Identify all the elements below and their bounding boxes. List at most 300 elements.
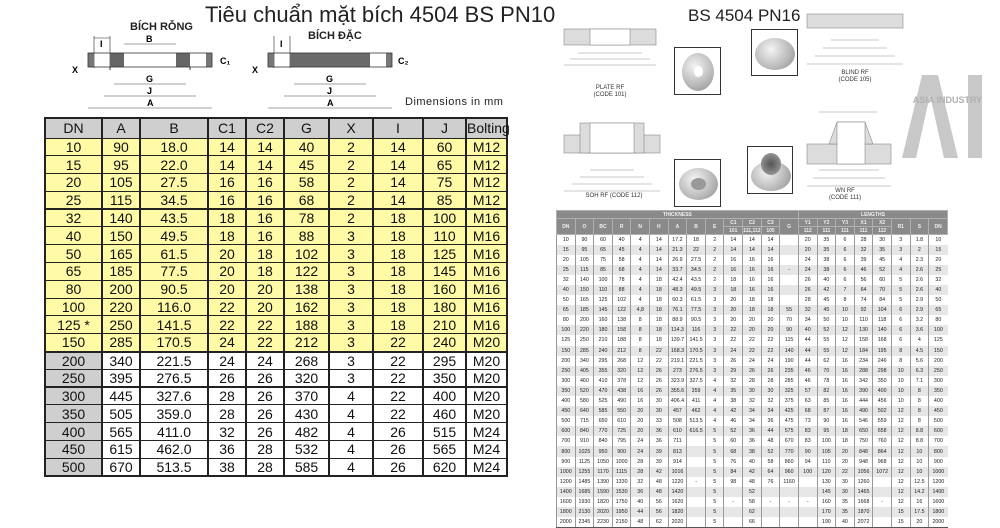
- table-cell: 250: [45, 369, 102, 387]
- table-cell: 22: [208, 298, 246, 316]
- table-cell: 10: [557, 235, 576, 245]
- table-cell: 18: [743, 295, 762, 305]
- table-cell: 65: [929, 305, 948, 315]
- table-cell: 1200: [557, 477, 576, 487]
- blind-rf-drawing: [805, 10, 910, 70]
- table-cell: 18: [650, 305, 669, 315]
- table-cell: 6: [836, 235, 855, 245]
- table-cell: 36: [631, 487, 650, 497]
- table-cell: 2: [705, 255, 724, 265]
- table-cell: M24: [466, 441, 507, 459]
- table-cell: 12: [891, 467, 910, 477]
- table-cell: 46: [724, 416, 743, 426]
- table-cell: 546: [854, 416, 873, 426]
- table-cell: 26: [373, 458, 423, 476]
- table-cell: 10: [45, 138, 102, 156]
- table-cell: 16: [836, 356, 855, 366]
- table-cell: 16: [836, 386, 855, 396]
- table-cell: 35: [836, 497, 855, 507]
- table-cell: 565: [102, 423, 140, 441]
- table-cell: 715: [575, 416, 594, 426]
- table-cell: 444: [854, 396, 873, 406]
- wn-rf-label: WN RF (CODE 111): [828, 188, 862, 201]
- table-cell: 462: [687, 406, 706, 416]
- table-cell: 49.5: [140, 227, 208, 245]
- table-cell: 1400: [929, 487, 948, 497]
- table-cell: 100: [45, 298, 102, 316]
- table-cell: 860: [780, 457, 799, 467]
- table-cell: 76: [761, 477, 780, 487]
- table-cell: 10: [836, 305, 855, 315]
- table-cell: [780, 517, 799, 527]
- table-cell: 50: [817, 315, 836, 325]
- table-cell: 525: [594, 396, 613, 406]
- table-cell: 575: [780, 426, 799, 436]
- table-cell: 1820: [594, 497, 613, 507]
- table-cell: 14: [743, 245, 762, 255]
- table-cell: 145: [817, 487, 836, 497]
- table-cell: 490: [612, 396, 631, 406]
- table-cell: 188: [284, 316, 329, 334]
- table-cell: 184: [854, 346, 873, 356]
- table-cell: 200: [575, 315, 594, 325]
- table-cell: 22: [650, 346, 669, 356]
- table-cell: 83: [798, 436, 817, 446]
- soh-rf-diagram: [560, 115, 690, 205]
- table-row: [557, 265, 948, 275]
- table-cell: 14: [650, 265, 669, 275]
- table-cell: 14: [761, 235, 780, 245]
- table-cell: 170.5: [140, 334, 208, 352]
- table-cell: 2150: [612, 517, 631, 527]
- column-header-i: I: [373, 118, 423, 138]
- table-cell: 20: [208, 263, 246, 281]
- table-cell: 32: [761, 396, 780, 406]
- table-cell: 110: [817, 457, 836, 467]
- table-row: [45, 423, 507, 441]
- table-cell: 90: [798, 446, 817, 456]
- table-cell: 100: [557, 325, 576, 335]
- table-cell: 26: [650, 366, 669, 376]
- table-cell: 210: [594, 335, 613, 345]
- table-cell: 185: [575, 305, 594, 315]
- table-cell: 80: [929, 315, 948, 325]
- table-cell: 150: [929, 346, 948, 356]
- table-cell: 770: [780, 446, 799, 456]
- table-cell: 140: [575, 275, 594, 285]
- table-cell: 1465: [854, 487, 873, 497]
- table-cell: 4: [329, 441, 373, 459]
- table-cell: 21.3: [668, 245, 687, 255]
- units-note: Dimensions in mm: [405, 96, 504, 108]
- table-cell: 45: [817, 305, 836, 315]
- table-cell: 139.7: [668, 335, 687, 345]
- table-cell: 1820: [668, 507, 687, 517]
- table-cell: 45: [612, 245, 631, 255]
- table-cell: 268: [284, 352, 329, 370]
- table-cell: 240: [594, 346, 613, 356]
- table-cell: 60: [594, 235, 613, 245]
- svg-text:J: J: [327, 86, 333, 96]
- table-row: [557, 255, 948, 265]
- table-cell: 513.5: [140, 458, 208, 476]
- table-cell: 532: [284, 441, 329, 459]
- table-cell: 24: [208, 334, 246, 352]
- table-cell: 1025: [575, 446, 594, 456]
- column-subheader-y3: 111: [836, 227, 855, 235]
- table-cell: 16: [743, 255, 762, 265]
- table-cell: 24: [631, 436, 650, 446]
- table-cell: 900: [929, 457, 948, 467]
- table-cell: 650: [854, 426, 873, 436]
- table-cell: 350: [929, 386, 948, 396]
- right-page-title: BS 4504 PN16: [688, 6, 801, 25]
- table-cell: 32: [798, 305, 817, 315]
- table-cell: 32: [854, 245, 873, 255]
- table-cell: 8: [910, 406, 929, 416]
- table-cell: 14: [208, 138, 246, 156]
- table-cell: 18: [650, 325, 669, 335]
- table-cell: 15: [929, 245, 948, 255]
- table-row: [557, 396, 948, 406]
- table-cell: [873, 477, 892, 487]
- table-cell: 411.0: [140, 423, 208, 441]
- table-cell: 5: [891, 295, 910, 305]
- table-cell: 33.7: [668, 265, 687, 275]
- table-cell: 340: [575, 356, 594, 366]
- table-cell: 42.4: [668, 275, 687, 285]
- table-cell: 92: [854, 305, 873, 315]
- table-cell: 20: [798, 235, 817, 245]
- table-cell: 425: [780, 406, 799, 416]
- table-cell: 16: [761, 265, 780, 275]
- table-cell: 44: [798, 335, 817, 345]
- table-cell: 5: [705, 467, 724, 477]
- table-cell: 150: [45, 334, 102, 352]
- table-cell: 12: [631, 366, 650, 376]
- table-row: [557, 285, 948, 295]
- table-cell: 12: [891, 477, 910, 487]
- column-header-e: E: [705, 219, 724, 235]
- table-cell: 48: [650, 477, 669, 487]
- table-cell: 4: [910, 335, 929, 345]
- table-cell: 864: [873, 446, 892, 456]
- thickness-group-header: THICKNESS: [557, 211, 799, 219]
- table-cell: 462.0: [140, 441, 208, 459]
- table-cell: M16: [466, 280, 507, 298]
- table-cell: 8.8: [910, 426, 929, 436]
- table-cell: 3: [705, 295, 724, 305]
- table-cell: 40: [631, 497, 650, 507]
- table-cell: 16: [743, 265, 762, 275]
- table-cell: 2: [329, 156, 373, 174]
- table-cell: 65: [594, 245, 613, 255]
- column-header-c3: C3: [761, 219, 780, 227]
- table-cell: 16: [836, 376, 855, 386]
- column-subheader-y1: 112: [798, 227, 817, 235]
- table-cell: 711: [668, 436, 687, 446]
- table-cell: 40: [798, 325, 817, 335]
- table-cell: 74: [854, 295, 873, 305]
- table-row: [557, 477, 948, 487]
- table-cell: 10: [910, 457, 929, 467]
- table-cell: 60: [873, 275, 892, 285]
- table-cell: 45: [284, 156, 329, 174]
- table-cell: 18: [373, 263, 423, 281]
- table-cell: 26: [208, 369, 246, 387]
- table-cell: 450: [557, 406, 576, 416]
- table-cell: 268: [612, 356, 631, 366]
- table-cell: 20: [761, 315, 780, 325]
- table-cell: 220: [102, 298, 140, 316]
- column-header-y2: Y2: [817, 219, 836, 227]
- table-cell: 813: [668, 446, 687, 456]
- table-cell: [780, 275, 799, 285]
- table-cell: 20: [208, 245, 246, 263]
- table-cell: 8: [631, 315, 650, 325]
- table-cell: 44: [631, 507, 650, 517]
- table-cell: 2.6: [910, 275, 929, 285]
- table-cell: 1930: [575, 497, 594, 507]
- table-cell: M16: [466, 209, 507, 227]
- table-cell: 456: [873, 396, 892, 406]
- table-cell: 36: [743, 436, 762, 446]
- table-cell: 18: [724, 285, 743, 295]
- table-cell: 6: [891, 315, 910, 325]
- table-cell: 12: [891, 446, 910, 456]
- table-cell: 800: [929, 446, 948, 456]
- table-cell: 40: [612, 235, 631, 245]
- table-row: [45, 298, 507, 316]
- table-cell: 4: [329, 458, 373, 476]
- table-cell: 10: [891, 366, 910, 376]
- table-cell: 1800: [929, 507, 948, 517]
- svg-text:A: A: [327, 98, 334, 108]
- table-cell: 650: [594, 416, 613, 426]
- table-cell: [724, 517, 743, 527]
- table-cell: 150: [575, 285, 594, 295]
- table-cell: 46: [798, 376, 817, 386]
- table-cell: 30: [873, 235, 892, 245]
- table-cell: 158: [854, 335, 873, 345]
- table-cell: 70: [780, 315, 799, 325]
- solid-flange-drawing: [250, 18, 420, 113]
- table-cell: 32: [929, 275, 948, 285]
- table-cell: 327.5: [687, 376, 706, 386]
- table-row: [557, 467, 948, 477]
- table-cell: 4,8: [631, 305, 650, 315]
- table-cell: 4: [631, 245, 650, 255]
- column-subheader-c3: 105: [761, 227, 780, 235]
- column-subheader-y2: 111: [817, 227, 836, 235]
- table-cell: 28: [743, 376, 762, 386]
- table-cell: 195: [873, 346, 892, 356]
- table-cell: [780, 487, 799, 497]
- table-cell: 145: [594, 305, 613, 315]
- table-cell: M12: [466, 156, 507, 174]
- table-cell: 325: [780, 386, 799, 396]
- table-cell: 565: [423, 441, 466, 459]
- table-cell: 77.5: [140, 263, 208, 281]
- table-cell: 38: [817, 255, 836, 265]
- table-cell: 6: [891, 325, 910, 335]
- table-cell: 12.5: [910, 477, 929, 487]
- table-cell: 395: [102, 369, 140, 387]
- column-header-y1: Y1: [798, 219, 817, 227]
- table-cell: M16: [466, 263, 507, 281]
- table-row: [45, 263, 507, 281]
- soh-rf-drawing: [560, 115, 690, 195]
- table-cell: 4: [329, 405, 373, 423]
- svg-text:C₁: C₁: [220, 56, 231, 66]
- blind-rf-label: BLIND RF (CODE 105): [838, 70, 872, 83]
- table-cell: 46: [854, 265, 873, 275]
- table-cell: 10: [910, 467, 929, 477]
- table-cell: 39: [854, 255, 873, 265]
- table-cell: 20: [631, 406, 650, 416]
- table-cell: [687, 487, 706, 497]
- table-cell: 8: [910, 416, 929, 426]
- table-cell: 500: [929, 416, 948, 426]
- table-row: [45, 405, 507, 423]
- table-cell: 88.9: [668, 315, 687, 325]
- table-cell: 3: [329, 298, 373, 316]
- table-cell: 502: [873, 406, 892, 416]
- table-cell: 14: [724, 245, 743, 255]
- table-cell: 125: [423, 245, 466, 263]
- table-cell: 900: [557, 457, 576, 467]
- table-cell: 1600: [929, 497, 948, 507]
- table-cell: 22: [687, 245, 706, 255]
- table-cell: 32: [631, 477, 650, 487]
- table-cell: 26: [724, 356, 743, 366]
- table-cell: 27.5: [140, 174, 208, 192]
- table-cell: 2072: [854, 517, 873, 527]
- table-cell: 25: [557, 265, 576, 275]
- table-cell: 26: [761, 366, 780, 376]
- plate-rf-photo: [674, 47, 721, 95]
- table-cell: 122: [612, 305, 631, 315]
- column-header-dn: DN: [557, 219, 576, 235]
- table-cell: 725: [612, 426, 631, 436]
- table-cell: [780, 255, 799, 265]
- table-cell: 18: [836, 436, 855, 446]
- table-cell: [687, 497, 706, 507]
- table-cell: 24: [798, 255, 817, 265]
- table-cell: 110: [854, 315, 873, 325]
- table-cell: 350: [873, 376, 892, 386]
- table-cell: 30: [836, 487, 855, 497]
- table-cell: 170: [817, 507, 836, 517]
- table-cell: 2130: [575, 507, 594, 517]
- table-cell: [873, 487, 892, 497]
- table-cell: 32: [724, 376, 743, 386]
- table-cell: 2: [705, 235, 724, 245]
- column-header-c2: C2: [246, 118, 284, 138]
- table-cell: 513.5: [687, 416, 706, 426]
- table-cell: 38: [208, 458, 246, 476]
- table-row: [557, 406, 948, 416]
- table-cell: 145: [423, 263, 466, 281]
- table-cell: 42: [650, 467, 669, 477]
- column-header-s: S: [910, 219, 929, 235]
- table-cell: 185: [102, 263, 140, 281]
- table-cell: 240: [423, 334, 466, 352]
- column-subheader-x2: 112: [873, 227, 892, 235]
- table-cell: 115: [780, 335, 799, 345]
- table-cell: 100: [594, 275, 613, 285]
- table-row: [557, 446, 948, 456]
- table-row: [45, 280, 507, 298]
- table-cell: 75: [594, 255, 613, 265]
- table-cell: 221.5: [687, 356, 706, 366]
- table-cell: 3: [329, 263, 373, 281]
- table-cell: 6: [836, 245, 855, 255]
- table-cell: 359: [687, 386, 706, 396]
- table-cell: 12: [891, 497, 910, 507]
- table-cell: 3: [705, 315, 724, 325]
- table-cell: 83: [798, 426, 817, 436]
- table-cell: 400: [423, 387, 466, 405]
- table-cell: M24: [466, 423, 507, 441]
- table-cell: 16: [743, 275, 762, 285]
- table-cell: 22: [724, 325, 743, 335]
- table-cell: 212: [612, 346, 631, 356]
- table-cell: 48: [743, 477, 762, 487]
- table-cell: 8: [891, 356, 910, 366]
- table-cell: 52: [873, 265, 892, 275]
- column-header-dn: DN: [45, 118, 102, 138]
- table-cell: 24: [208, 352, 246, 370]
- table-cell: 34: [761, 406, 780, 416]
- table-cell: 30: [650, 396, 669, 406]
- table-cell: 12: [631, 356, 650, 366]
- table-cell: 105: [575, 255, 594, 265]
- table-cell: 1072: [873, 467, 892, 477]
- table-cell: 34: [743, 406, 762, 416]
- table-cell: 62: [817, 356, 836, 366]
- table-header-row: [45, 118, 507, 138]
- table-cell: 12: [891, 457, 910, 467]
- table-cell: 770: [594, 426, 613, 436]
- table-cell: 58: [284, 174, 329, 192]
- table-cell: 22: [373, 352, 423, 370]
- table-cell: 795: [612, 436, 631, 446]
- table-cell: 160: [817, 497, 836, 507]
- pn10-dimensions-table: [44, 117, 508, 477]
- table-row: [557, 457, 948, 467]
- table-cell: -: [780, 497, 799, 507]
- table-cell: [687, 507, 706, 517]
- table-cell: 38: [724, 396, 743, 406]
- table-cell: [798, 477, 817, 487]
- table-cell: 30: [650, 406, 669, 416]
- table-cell: 32: [557, 275, 576, 285]
- table-cell: 500: [557, 416, 576, 426]
- table-cell: 48: [631, 517, 650, 527]
- table-row: [45, 227, 507, 245]
- table-cell: 1600: [557, 497, 576, 507]
- table-cell: 2: [329, 209, 373, 227]
- table-cell: 78: [284, 209, 329, 227]
- column-header-c1: C1: [724, 219, 743, 227]
- table-cell: 90.5: [140, 280, 208, 298]
- table-row: [45, 387, 507, 405]
- table-cell: 40: [836, 517, 855, 527]
- hollow-flange-drawing: [70, 18, 240, 113]
- svg-text:C₂: C₂: [398, 56, 409, 66]
- table-cell: 25: [929, 265, 948, 275]
